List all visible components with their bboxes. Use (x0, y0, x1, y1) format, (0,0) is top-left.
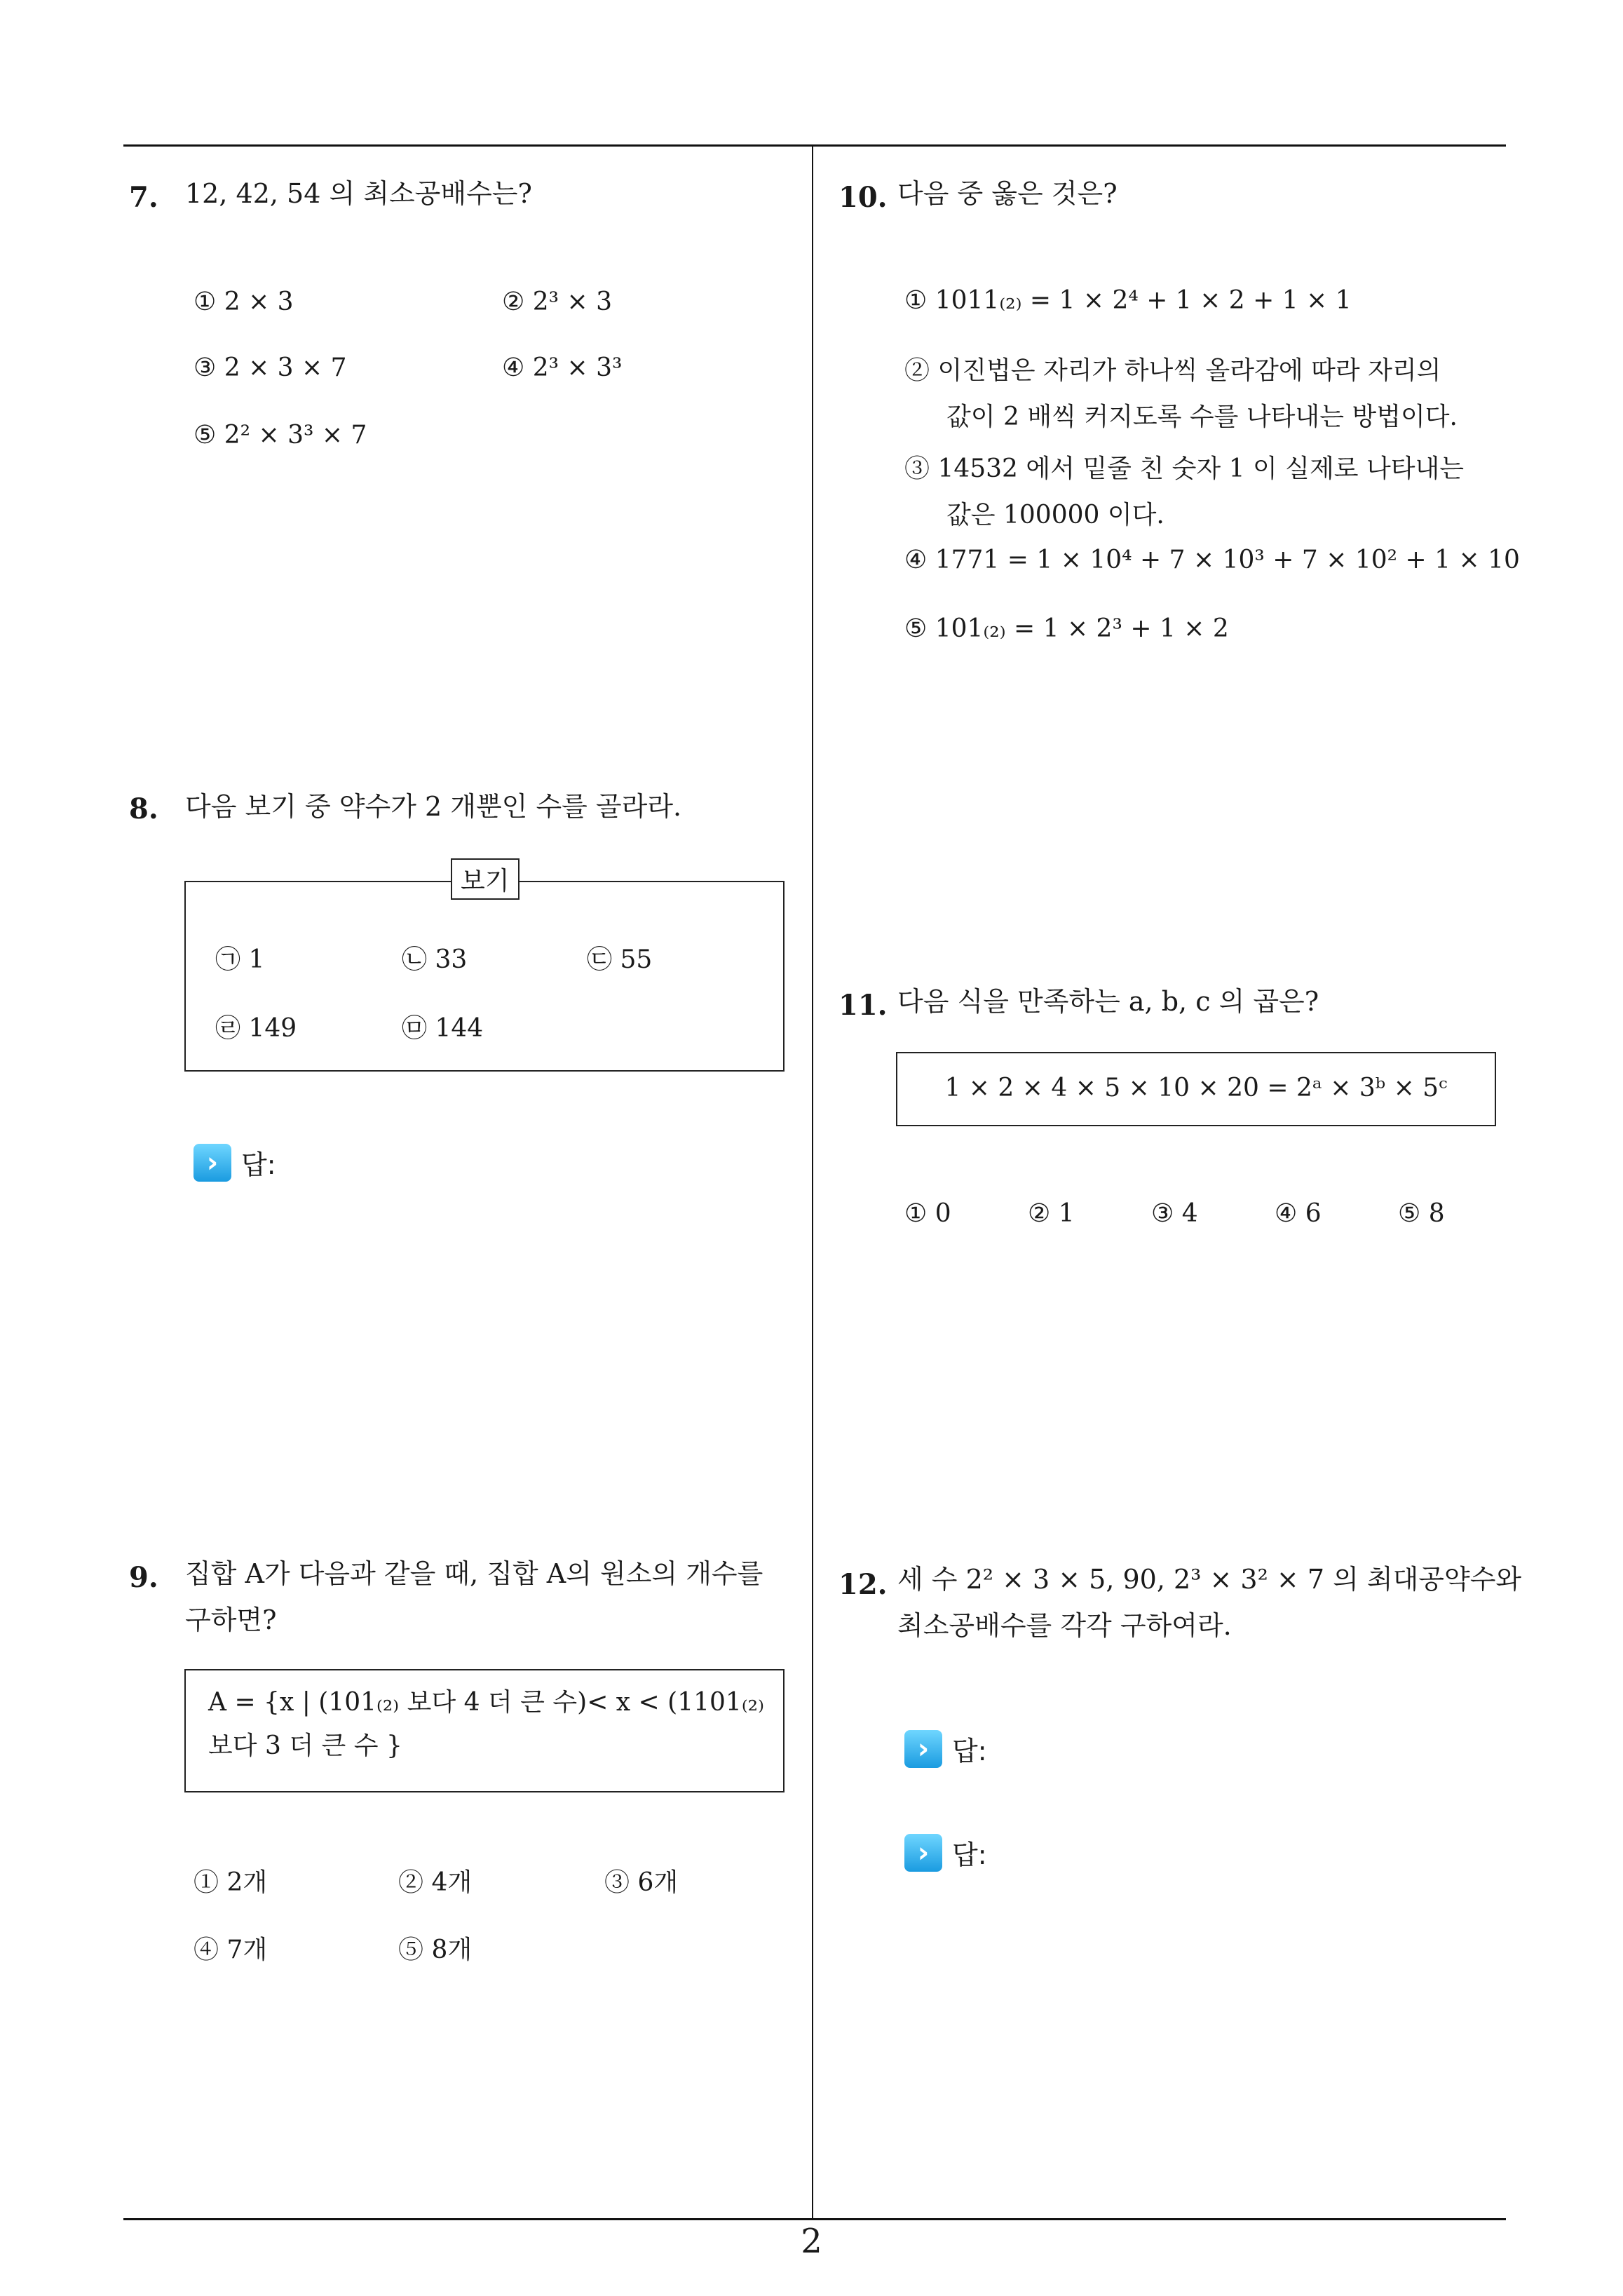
page-number: 2 (801, 2222, 822, 2261)
option-1[interactable]: ① 2 × 3 (193, 288, 294, 316)
answer-field[interactable] (193, 1143, 276, 1182)
example-item: ㉤ 144 (402, 1014, 484, 1043)
option-5[interactable]: ⑤ 101₍₂₎ = 1 × 2³ + 1 × 2 (904, 614, 1229, 643)
question-text-line-1: 세 수 2² × 3 × 5, 90, 2³ × 3² × 7 의 최대공약수와 (897, 1564, 1522, 1595)
chevron-right-icon: › (904, 1834, 942, 1872)
option-3[interactable]: ③ 4 (1151, 1199, 1198, 1228)
option-3[interactable]: ③ 6개 (604, 1868, 679, 1897)
example-box-title: 보기 (451, 858, 520, 900)
question-text-line-2: 최소공배수를 각각 구하여라. (897, 1610, 1232, 1641)
option-4[interactable]: ④ 7개 (193, 1936, 268, 1964)
question-text-line-2: 구하면? (185, 1605, 277, 1635)
option-2[interactable]: ② 1 (1028, 1199, 1075, 1228)
option-4[interactable]: ④ 6 (1275, 1199, 1322, 1228)
top-rule (123, 144, 1506, 147)
option-3[interactable]: ③ 2 × 3 × 7 (193, 353, 347, 382)
question-text: 다음 보기 중 약수가 2 개뿐인 수를 골라라. (185, 791, 682, 822)
option-5[interactable]: ⑤ 8개 (398, 1936, 473, 1964)
equation-text: 1 × 2 × 4 × 5 × 10 × 20 = 2ᵃ × 3ᵇ × 5ᶜ (944, 1074, 1448, 1102)
question-number: 8. (129, 792, 158, 825)
question-number: 12. (838, 1568, 888, 1601)
answer-field-2[interactable] (904, 1833, 987, 1872)
option-4[interactable]: ④ 2³ × 3³ (502, 353, 623, 382)
option-1[interactable]: ① 1011₍₂₎ = 1 × 2⁴ + 1 × 2 + 1 × 1 (904, 286, 1352, 315)
set-definition-line-1: A = {x | (101₍₂₎ 보다 4 더 큰 수)< x < (1101₍₂₎ (208, 1688, 764, 1717)
option-5[interactable]: ⑤ 8 (1398, 1199, 1445, 1228)
question-text-line-1: 집합 A가 다음과 같을 때, 집합 A의 원소의 개수를 (185, 1558, 763, 1589)
example-item: ㉢ 55 (587, 945, 653, 974)
answer-label: 답: (952, 1736, 987, 1767)
option-3[interactable]: ③ 14532 에서 밑줄 친 숫자 1 이 실제로 나타내는 (904, 454, 1465, 483)
option-2[interactable]: ② 4개 (398, 1868, 473, 1897)
option-5[interactable]: ⑤ 2² × 3³ × 7 (193, 421, 367, 450)
set-definition-box (184, 1669, 785, 1792)
equation-box (896, 1052, 1496, 1126)
question-text: 12, 42, 54 의 최소공배수는? (185, 178, 532, 209)
answer-label: 답: (952, 1839, 987, 1870)
option-2[interactable]: ② 2³ × 3 (502, 288, 613, 316)
bottom-rule (123, 2218, 1506, 2220)
option-1[interactable]: ① 2개 (193, 1868, 268, 1897)
question-text: 다음 식을 만족하는 a, b, c 의 곱은? (897, 986, 1319, 1017)
question-text: 다음 중 옳은 것은? (897, 178, 1118, 209)
chevron-right-icon: › (193, 1144, 231, 1182)
example-item: ㉡ 33 (402, 945, 468, 974)
chevron-right-icon: › (904, 1730, 942, 1768)
question-number: 7. (129, 181, 158, 214)
answer-field-1[interactable] (904, 1729, 987, 1768)
question-number: 10. (838, 181, 888, 214)
option-1[interactable]: ① 0 (904, 1199, 951, 1228)
example-box (184, 867, 785, 1072)
question-number: 9. (129, 1561, 158, 1594)
example-item: ㉠ 1 (215, 945, 265, 974)
set-definition-line-2: 보다 3 더 큰 수 } (208, 1731, 402, 1760)
option-2-continued: 값이 2 배씩 커지도록 수를 나타내는 방법이다. (946, 403, 1458, 431)
example-item: ㉣ 149 (215, 1014, 297, 1043)
column-divider (812, 144, 813, 2219)
answer-label: 답: (241, 1149, 276, 1180)
option-3-continued: 값은 100000 이다. (946, 501, 1164, 529)
option-4[interactable]: ④ 1771 = 1 × 10⁴ + 7 × 10³ + 7 × 10² + 1 × 10 (904, 546, 1520, 574)
option-2[interactable]: ② 이진법은 자리가 하나씩 올라감에 따라 자리의 (904, 356, 1441, 385)
question-number: 11. (838, 989, 888, 1022)
